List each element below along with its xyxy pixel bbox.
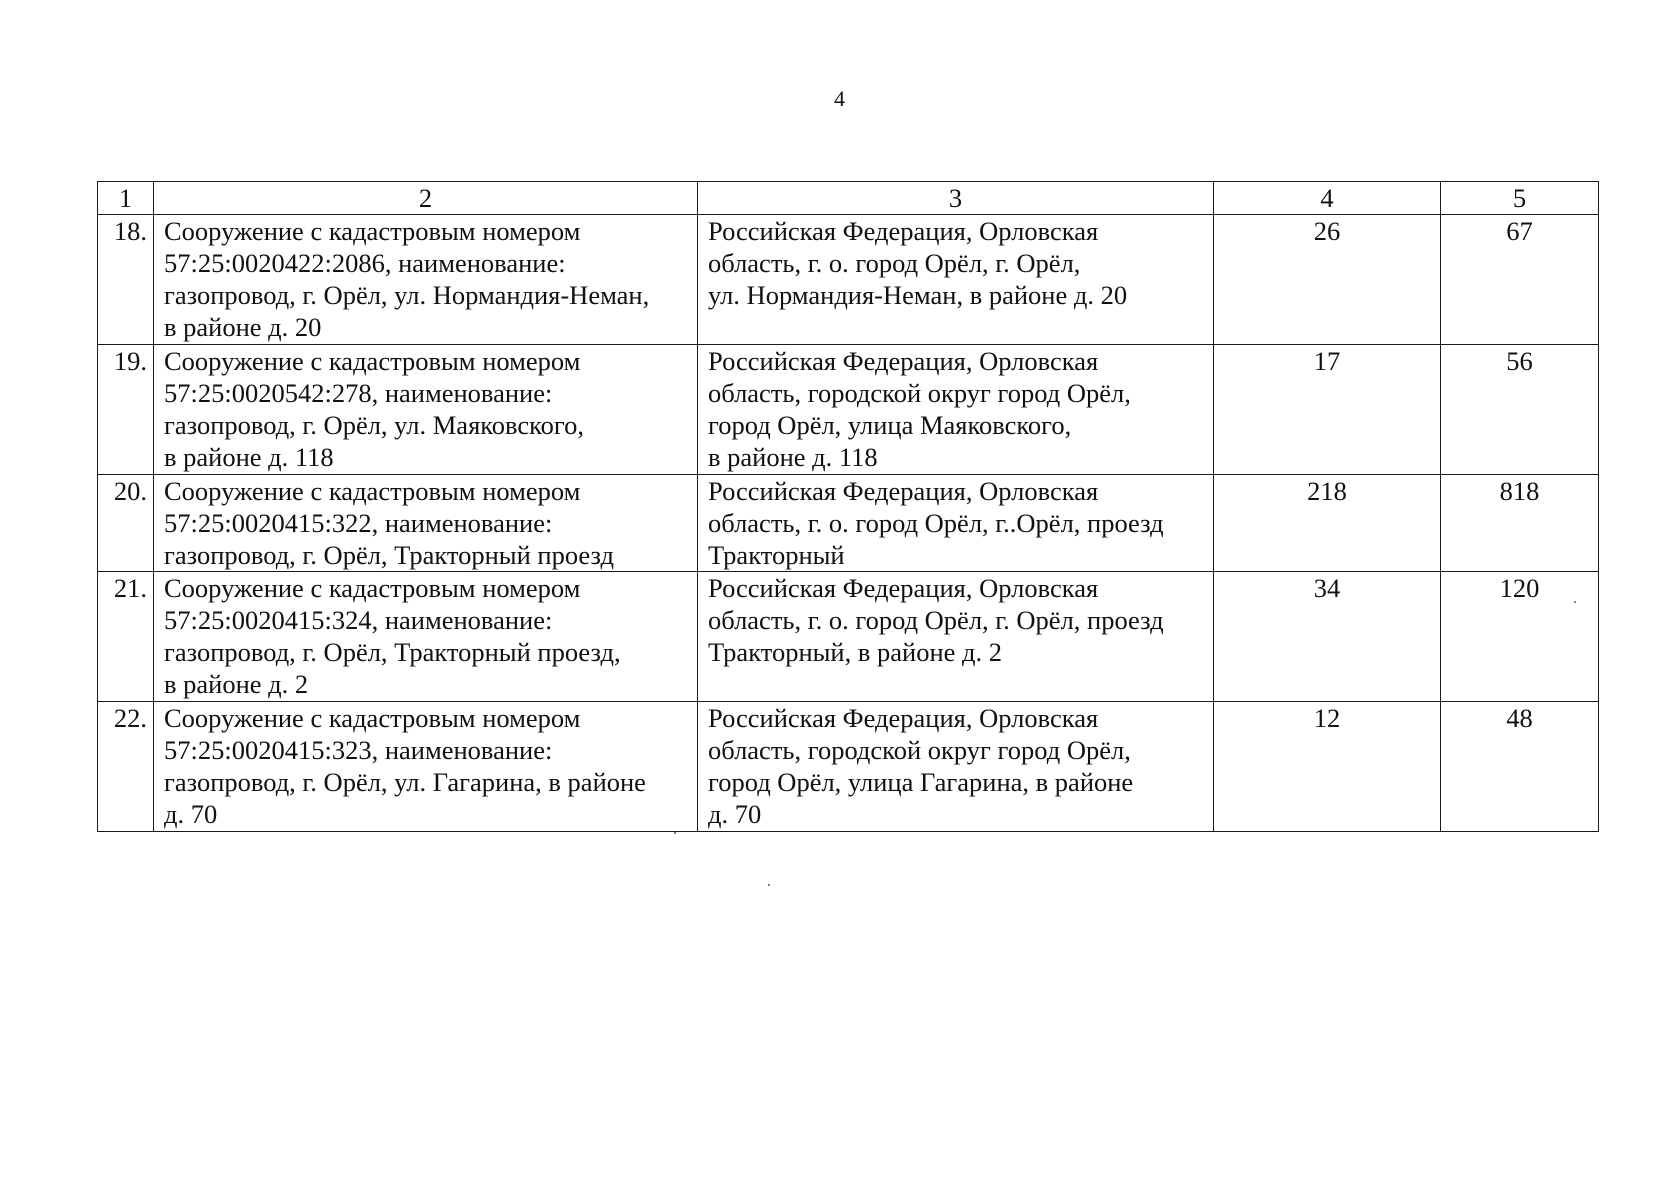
object-description-line: 57:25:0020415:322, наименование: — [164, 508, 553, 538]
table-header-row — [98, 182, 1599, 215]
object-description-line: газопровод, г. Орёл, ул. Гагарина, в районе — [164, 767, 646, 797]
object-description-line: 57:25:0020415:324, наименование: — [164, 605, 553, 635]
column-header-2: 2 — [154, 182, 698, 215]
object-description-line: в районе д. 2 — [164, 669, 309, 699]
address-cell — [698, 215, 1214, 345]
object-table — [97, 181, 1599, 832]
table-row — [98, 702, 1599, 832]
object-description-cell — [154, 702, 698, 832]
object-description-cell — [154, 345, 698, 475]
column-4-value: 26 — [1214, 215, 1441, 345]
row-number: 20. — [98, 475, 154, 572]
address-line: Тракторный, в районе д. 2 — [708, 637, 1002, 667]
scan-speck — [1574, 601, 1576, 603]
address-line: в районе д. 118 — [708, 442, 878, 472]
address-line: ул. Нормандия-Неман, в районе д. 20 — [708, 280, 1128, 310]
address-line: Тракторный — [708, 540, 845, 570]
table-row — [98, 572, 1599, 702]
address-line: Российская Федерация, Орловская — [708, 573, 1099, 603]
column-header-5: 5 — [1441, 182, 1599, 215]
column-5-value: 67 — [1441, 215, 1599, 345]
object-description-line: Сооружение с кадастровым номером — [164, 346, 581, 376]
object-description-line: 57:25:0020542:278, наименование: — [164, 378, 553, 408]
column-5-value: 56 — [1441, 345, 1599, 475]
table-row — [98, 345, 1599, 475]
table-body — [98, 182, 1599, 832]
object-description-cell — [154, 475, 698, 572]
address-line: область, городской округ город Орёл, — [708, 378, 1131, 408]
address-line: Российская Федерация, Орловская — [708, 216, 1099, 246]
object-description-line: газопровод, г. Орёл, Тракторный проезд, — [164, 637, 621, 667]
address-line: Российская Федерация, Орловская — [708, 346, 1099, 376]
column-header-4: 4 — [1214, 182, 1441, 215]
scan-speck — [674, 832, 676, 834]
object-description-line: Сооружение с кадастровым номером — [164, 216, 581, 246]
object-description-line: газопровод, г. Орёл, ул. Нормандия-Неман, — [164, 280, 650, 310]
address-cell — [698, 475, 1214, 572]
column-5-value: 120 — [1441, 572, 1599, 702]
column-4-value: 34 — [1214, 572, 1441, 702]
row-number: 21. — [98, 572, 154, 702]
object-description-line: Сооружение с кадастровым номером — [164, 476, 581, 506]
address-line: Российская Федерация, Орловская — [708, 703, 1099, 733]
address-cell — [698, 345, 1214, 475]
row-number: 18. — [98, 215, 154, 345]
row-number: 22. — [98, 702, 154, 832]
column-4-value: 12 — [1214, 702, 1441, 832]
address-line: область, г. о. город Орёл, г. Орёл, проезд — [708, 605, 1164, 635]
address-cell — [698, 702, 1214, 832]
address-line: д. 70 — [708, 799, 762, 829]
address-line: город Орёл, улица Маяковского, — [708, 410, 1072, 440]
scan-speck — [768, 884, 770, 886]
object-description-line: в районе д. 118 — [164, 442, 334, 472]
object-description-cell — [154, 572, 698, 702]
column-4-value: 218 — [1214, 475, 1441, 572]
column-header-1: 1 — [98, 182, 154, 215]
object-description-line: в районе д. 20 — [164, 312, 322, 342]
column-4-value: 17 — [1214, 345, 1441, 475]
table-row — [98, 475, 1599, 572]
column-5-value: 48 — [1441, 702, 1599, 832]
address-line: Российская Федерация, Орловская — [708, 476, 1099, 506]
address-line: область, г. о. город Орёл, г. Орёл, — [708, 248, 1081, 278]
address-line: город Орёл, улица Гагарина, в районе — [708, 767, 1134, 797]
object-description-line: газопровод, г. Орёл, Тракторный проезд — [164, 540, 614, 570]
address-cell — [698, 572, 1214, 702]
object-description-cell — [154, 215, 698, 345]
column-5-value: 818 — [1441, 475, 1599, 572]
object-description-line: 57:25:0020415:323, наименование: — [164, 735, 553, 765]
table-row — [98, 215, 1599, 345]
object-description-line: Сооружение с кадастровым номером — [164, 573, 581, 603]
address-line: область, городской округ город Орёл, — [708, 735, 1131, 765]
object-description-line: Сооружение с кадастровым номером — [164, 703, 581, 733]
page-number: 4 — [834, 86, 845, 111]
address-line: область, г. о. город Орёл, г..Орёл, проезд — [708, 508, 1164, 538]
row-number: 19. — [98, 345, 154, 475]
object-description-line: 57:25:0020422:2086, наименование: — [164, 248, 566, 278]
column-header-3: 3 — [698, 182, 1214, 215]
object-description-line: газопровод, г. Орёл, ул. Маяковского, — [164, 410, 585, 440]
object-description-line: д. 70 — [164, 799, 218, 829]
